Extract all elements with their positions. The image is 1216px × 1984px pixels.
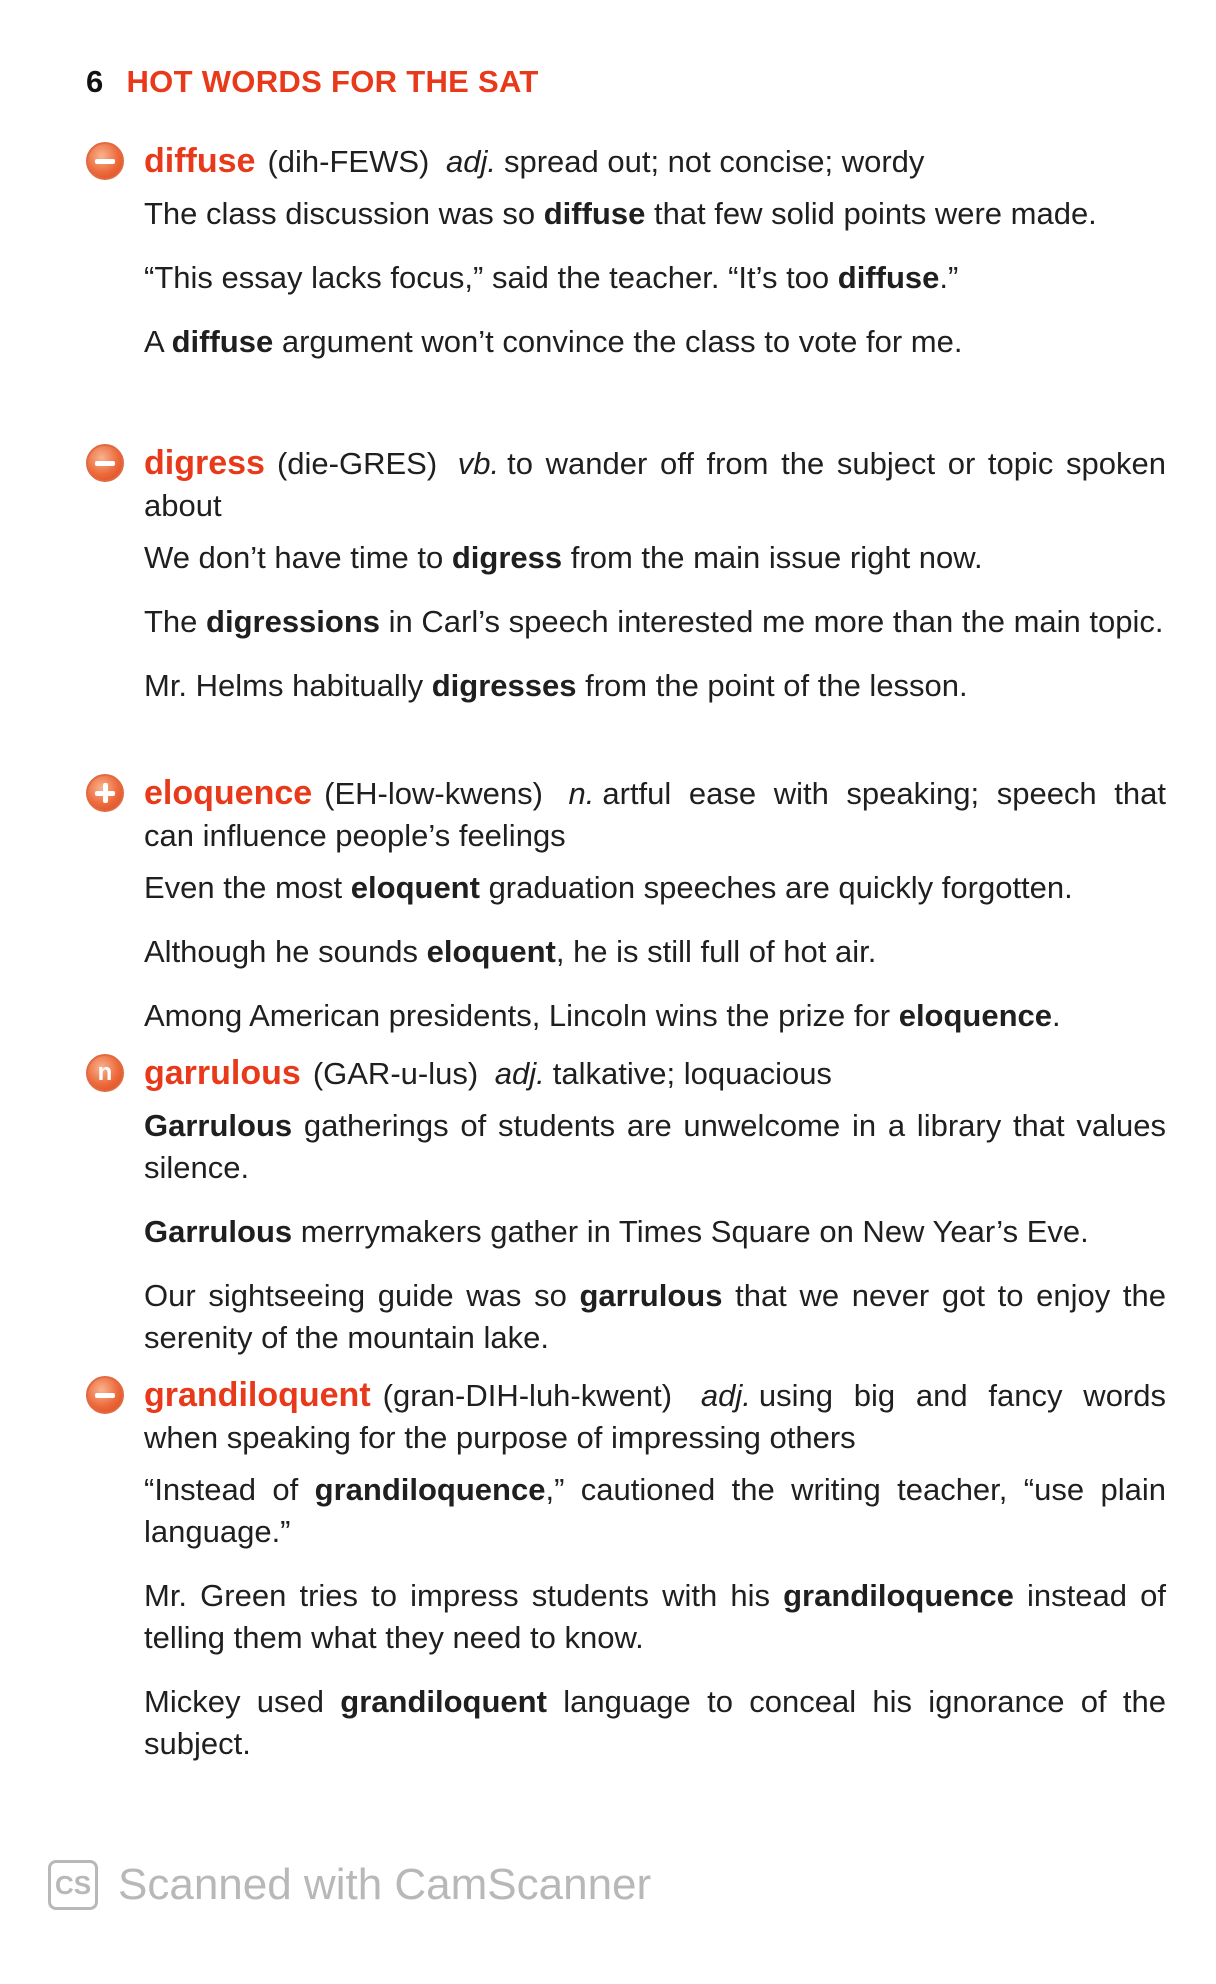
sentence-text: Mr. Helms habitually bbox=[144, 668, 432, 703]
sentence-text: “Instead of bbox=[144, 1472, 315, 1507]
vocab-entry bbox=[86, 1052, 1166, 1359]
headword: garrulous bbox=[144, 1054, 301, 1092]
sentence-text: . bbox=[1052, 998, 1061, 1033]
example-sentence bbox=[144, 1275, 1166, 1359]
sentence-text: Our sightseeing guide was so bbox=[144, 1278, 580, 1313]
sentence-text: Mickey used bbox=[144, 1684, 341, 1719]
pronunciation: (gran-DIH-luh-kwent) bbox=[382, 1378, 673, 1413]
vocab-entry bbox=[86, 1374, 1166, 1765]
sentence-text: We don’t have time to bbox=[144, 540, 452, 575]
example-sentence bbox=[144, 665, 1166, 707]
sentence-text: The bbox=[144, 604, 207, 639]
part-of-speech: adj. bbox=[494, 1056, 545, 1091]
example-sentence bbox=[144, 931, 1166, 973]
entry-headword-line bbox=[144, 140, 1166, 183]
entry-headword-line bbox=[144, 442, 1166, 527]
highlighted-word: diffuse bbox=[837, 260, 940, 295]
highlighted-word: diffuse bbox=[543, 196, 646, 231]
highlighted-word: eloquent bbox=[426, 934, 556, 969]
page-header bbox=[86, 64, 539, 100]
highlighted-word: digress bbox=[451, 540, 563, 575]
highlighted-word: grandiloquence bbox=[314, 1472, 546, 1507]
watermark-text: Scanned with CamScanner bbox=[118, 1860, 652, 1909]
plus-badge-icon bbox=[86, 774, 124, 812]
sentence-text: Mr. Green tries to impress students with his bbox=[144, 1578, 784, 1613]
definition: artful ease with speaking; speech that can influence people’s feelings bbox=[144, 776, 1166, 853]
part-of-speech: adj. bbox=[445, 144, 496, 179]
camscanner-logo: CS bbox=[48, 1860, 98, 1910]
definition: to wander off from the subject or topic spoken about bbox=[144, 446, 1166, 523]
example-sentence bbox=[144, 1105, 1166, 1189]
sentence-text: Among American presidents, Lincoln wins the prize for bbox=[144, 998, 899, 1033]
minus-badge-icon bbox=[86, 1376, 124, 1414]
minus-badge-icon bbox=[86, 444, 124, 482]
definition: talkative; loquacious bbox=[552, 1056, 832, 1091]
example-sentence bbox=[144, 995, 1166, 1037]
highlighted-word: Garrulous bbox=[144, 1214, 293, 1249]
headword: grandiloquent bbox=[144, 1376, 371, 1414]
sentence-text: gatherings of students are unwelcome in a library that values silence. bbox=[144, 1108, 1166, 1185]
definition: using big and fancy words when speaking for the purpose of impressing others bbox=[144, 1378, 1166, 1455]
sentence-text: “This essay lacks focus,” said the teacher. “It’s too bbox=[144, 260, 838, 295]
definition: spread out; not concise; wordy bbox=[503, 144, 925, 179]
neutral-badge-icon bbox=[86, 1054, 124, 1092]
sentence-text: in Carl’s speech interested me more than the main topic. bbox=[380, 604, 1164, 639]
sentence-text: The class discussion was so bbox=[144, 196, 544, 231]
sentence-text: instead of telling them what they need to know. bbox=[144, 1578, 1166, 1655]
sentence-text: argument won’t convince the class to vote for me. bbox=[273, 324, 963, 359]
example-sentence bbox=[144, 601, 1166, 643]
example-sentence bbox=[144, 1469, 1166, 1553]
sentence-text: Even the most bbox=[144, 870, 351, 905]
page-number: 6 bbox=[86, 64, 104, 99]
sentence-text: A bbox=[144, 324, 172, 359]
sentence-text: .” bbox=[939, 260, 959, 295]
pronunciation: (GAR-u-lus) bbox=[312, 1056, 479, 1091]
sentence-text: language to conceal his ignorance of the subject. bbox=[144, 1684, 1166, 1761]
sentence-text: that we never got to enjoy the serenity of the mountain lake. bbox=[144, 1278, 1166, 1355]
part-of-speech: n. bbox=[568, 776, 595, 811]
sentence-text: from the main issue right now. bbox=[562, 540, 983, 575]
pronunciation: (die-GRES) bbox=[276, 446, 438, 481]
example-sentence bbox=[144, 257, 1166, 299]
highlighted-word: digressions bbox=[206, 604, 381, 639]
vocab-entry bbox=[86, 140, 1166, 363]
highlighted-word: Garrulous bbox=[144, 1108, 293, 1143]
sentence-text: merrymakers gather in Times Square on New Year’s Eve. bbox=[292, 1214, 1089, 1249]
page-title: HOT WORDS FOR THE SAT bbox=[126, 64, 539, 99]
camscanner-watermark bbox=[48, 1860, 651, 1910]
highlighted-word: garrulous bbox=[579, 1278, 723, 1313]
highlighted-word: grandiloquence bbox=[783, 1578, 1014, 1613]
example-sentence bbox=[144, 1211, 1166, 1253]
part-of-speech: vb. bbox=[457, 446, 500, 481]
highlighted-word: grandiloquent bbox=[340, 1684, 547, 1719]
entry-headword-line bbox=[144, 772, 1166, 857]
entry-headword-line bbox=[144, 1052, 1166, 1095]
sentence-text: that few solid points were made. bbox=[645, 196, 1097, 231]
pronunciation: (dih-FEWS) bbox=[267, 144, 430, 179]
example-sentence bbox=[144, 537, 1166, 579]
example-sentence bbox=[144, 321, 1166, 363]
sentence-text: graduation speeches are quickly forgotten. bbox=[479, 870, 1073, 905]
pronunciation: (EH-low-kwens) bbox=[324, 776, 543, 811]
example-sentence bbox=[144, 1681, 1166, 1765]
entry-headword-line bbox=[144, 1374, 1166, 1459]
sentence-text: Although he sounds bbox=[144, 934, 427, 969]
headword: diffuse bbox=[144, 142, 256, 180]
sentence-text: from the point of the lesson. bbox=[576, 668, 968, 703]
headword: digress bbox=[144, 444, 265, 482]
example-sentence bbox=[144, 1575, 1166, 1659]
example-sentence bbox=[144, 193, 1166, 235]
highlighted-word: digresses bbox=[431, 668, 577, 703]
example-sentence bbox=[144, 867, 1166, 909]
minus-badge-icon bbox=[86, 142, 124, 180]
headword: eloquence bbox=[144, 774, 313, 812]
sentence-text: , he is still full of hot air. bbox=[555, 934, 877, 969]
highlighted-word: eloquent bbox=[350, 870, 480, 905]
highlighted-word: diffuse bbox=[171, 324, 274, 359]
sentence-text: ,” cautioned the writing teacher, “use plain language.” bbox=[144, 1472, 1166, 1549]
highlighted-word: eloquence bbox=[898, 998, 1053, 1033]
part-of-speech: adj. bbox=[700, 1378, 751, 1413]
vocab-entry bbox=[86, 442, 1166, 707]
vocab-entry bbox=[86, 772, 1166, 1037]
